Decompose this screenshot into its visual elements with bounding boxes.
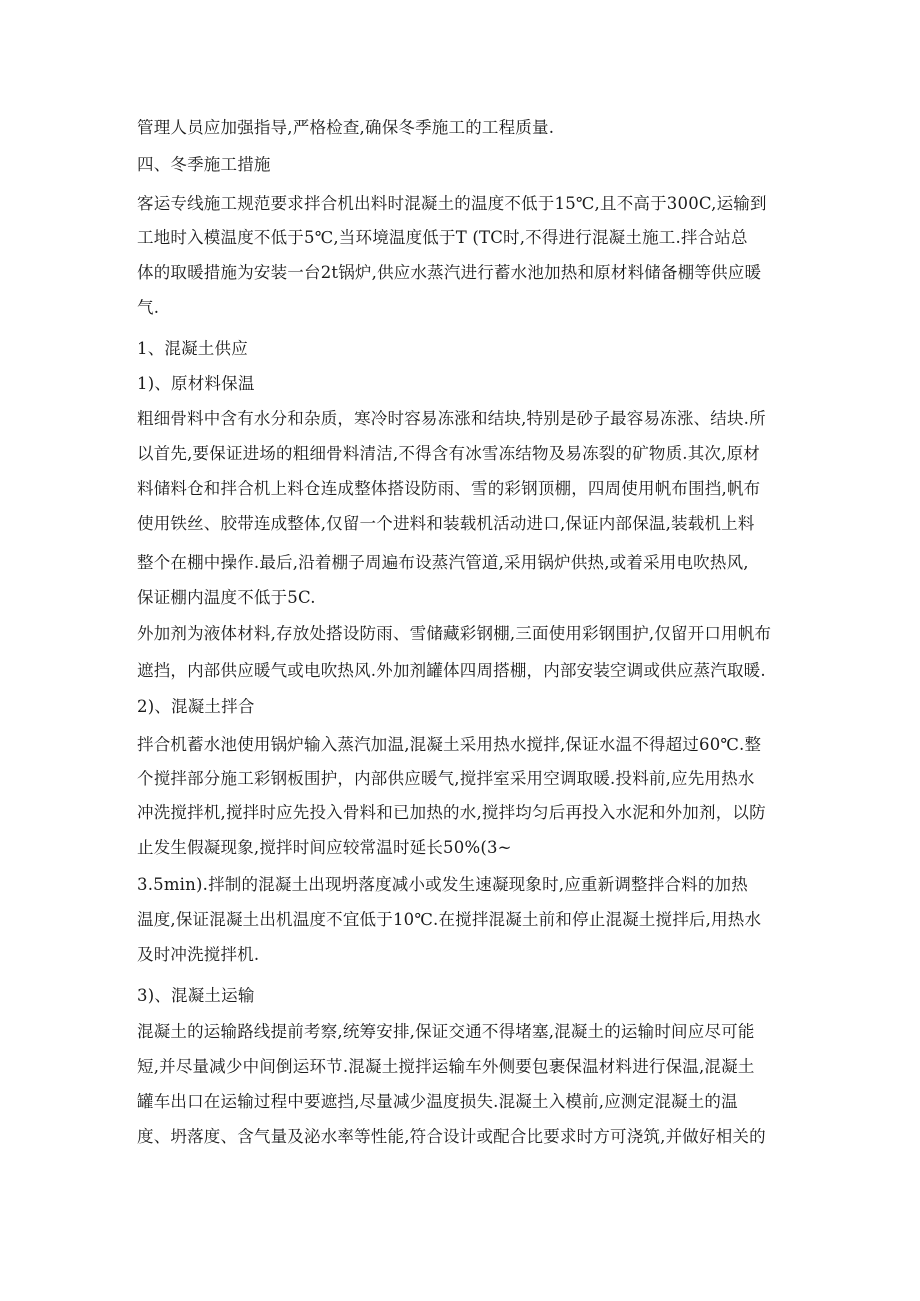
section-heading: 四、冬季施工措施 [137, 155, 271, 174]
subsection-heading: 3)、混凝土运输 [137, 986, 255, 1005]
text-line: 外加剂为液体材料,存放处搭设防雨、雪储藏彩钢棚,三面使用彩钢围护,仅留开口用帆布 [137, 624, 772, 643]
subsection-heading: 1、混凝土供应 [137, 339, 248, 358]
text-line: 混凝土的运输路线提前考察,统筹安排,保证交通不得堵塞,混凝土的运输时间应尽可能 [137, 1022, 755, 1041]
text-line: 个搅拌部分施工彩钢板围护，内部供应暖气,搅拌室采用空调取暖.投料前,应先用热水 [137, 769, 755, 788]
text-line: 粗细骨料中含有水分和杂质，寒冷时容易冻涨和结块,特别是砂子最容易冻涨、结块.所 [137, 409, 766, 428]
text-line: 使用铁丝、胶带连成整体,仅留一个进料和装载机活动进口,保证内部保温,装载机上料 [137, 514, 755, 533]
text-line: 以首先,要保证进场的粗细骨料清洁,不得含有冰雪冻结物及易冻裂的矿物质.其次,原材 [137, 444, 760, 463]
text-line: 度、坍落度、含气量及泌水率等性能,符合设计或配合比要求时方可浇筑,并做好相关的 [137, 1127, 766, 1146]
text-line: 管理人员应加强指导,严格检查,确保冬季施工的工程质量. [137, 118, 555, 137]
text-line: 3.5min).拌制的混凝土出现坍落度减小或发生速凝现象时,应重新调整拌合料的加热 [137, 875, 748, 894]
text-line: 拌合机蓄水池使用锅炉输入蒸汽加温,混凝土采用热水搅拌,保证水温不得超过60℃.整 [137, 735, 762, 754]
text-line: 整个在棚中操作.最后,沿着棚子周遍布设蒸汽管道,采用锅炉供热,或着采用电吹热风, [137, 553, 749, 572]
text-line: 料储料仓和拌合机上料仓连成整体搭设防雨、雪的彩钢顶棚，四周使用帆布围挡,帆布 [137, 479, 761, 498]
text-line: 止发生假凝现象,搅拌时间应较常温时延长50%(3~ [137, 838, 512, 857]
text-line: 短,并尽量减少中间倒运环节.混凝土搅拌运输车外侧要包裹保温材料进行保温,混凝土 [137, 1057, 755, 1076]
text-line: 冲洗搅拌机,搅拌时应先投入骨料和已加热的水,搅拌均匀后再投入水泥和外加剂，以防 [137, 803, 766, 822]
text-line: 保证棚内温度不低于5C. [137, 588, 316, 607]
subsection-heading: 1)、原材料保温 [137, 374, 255, 393]
text-line: 气. [137, 298, 160, 317]
text-line: 遮挡，内部供应暖气或电吹热风.外加剂罐体四周搭棚，内部安装空调或供应蒸汽取暖. [137, 661, 766, 680]
text-line: 体的取暖措施为安装一台2t锅炉,供应水蒸汽进行蓄水池加热和原材料储备棚等供应暖 [137, 263, 762, 282]
text-line: 罐车出口在运输过程中要遮挡,尽量减少温度损失.混凝土入模前,应测定混凝土的温 [137, 1092, 738, 1111]
text-line: 温度,保证混凝土出机温度不宜低于10℃.在搅拌混凝土前和停止混凝土搅拌后,用热水 [137, 910, 762, 929]
subsection-heading: 2)、混凝土拌合 [137, 697, 255, 716]
text-line: 客运专线施工规范要求拌合机出料时混凝土的温度不低于15℃,且不高于300C,运输到 [137, 194, 767, 213]
text-line: 工地时入模温度不低于5℃,当环境温度低于T (TC时,不得进行混凝土施工.拌合站总 [137, 228, 748, 247]
text-line: 及时冲洗搅拌机. [137, 945, 260, 964]
